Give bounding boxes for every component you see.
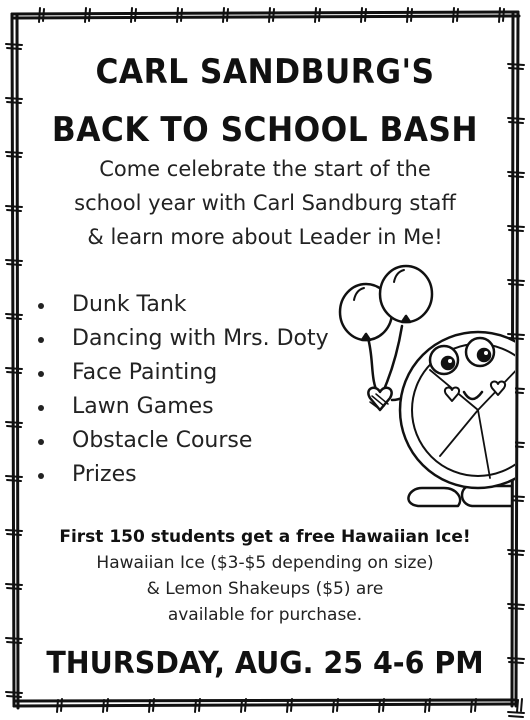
list-item: Prizes xyxy=(36,458,329,492)
promo-line: Hawaiian Ice ($3-$5 depending on size) xyxy=(96,553,434,573)
flyer-title-line1: CARL SANDBURG'S xyxy=(95,52,435,92)
promo-line: & Lemon Shakeups ($5) are xyxy=(146,579,384,599)
promo-line: available for purchase. xyxy=(167,605,363,625)
intro-line: & learn more about Leader in Me! xyxy=(87,225,443,249)
list-item: Dancing with Mrs. Doty xyxy=(36,322,329,356)
list-item: Face Painting xyxy=(36,356,329,390)
intro-text xyxy=(20,152,510,254)
promo-headline: First 150 students get a free Hawaiian Ice! xyxy=(59,527,471,547)
mascot-illustration xyxy=(330,260,515,520)
intro-line: school year with Carl Sandburg staff xyxy=(74,191,456,215)
list-item: Lawn Games xyxy=(36,390,329,424)
event-date: THURSDAY, AUG. 25 4-6 PM xyxy=(46,646,484,681)
list-item: Obstacle Course xyxy=(36,424,329,458)
activity-list xyxy=(36,288,329,492)
list-item: Dunk Tank xyxy=(36,288,329,322)
intro-line: Come celebrate the start of the xyxy=(99,157,431,181)
flyer-title-line2: BACK TO SCHOOL BASH xyxy=(51,110,479,150)
promo-text xyxy=(20,524,510,628)
